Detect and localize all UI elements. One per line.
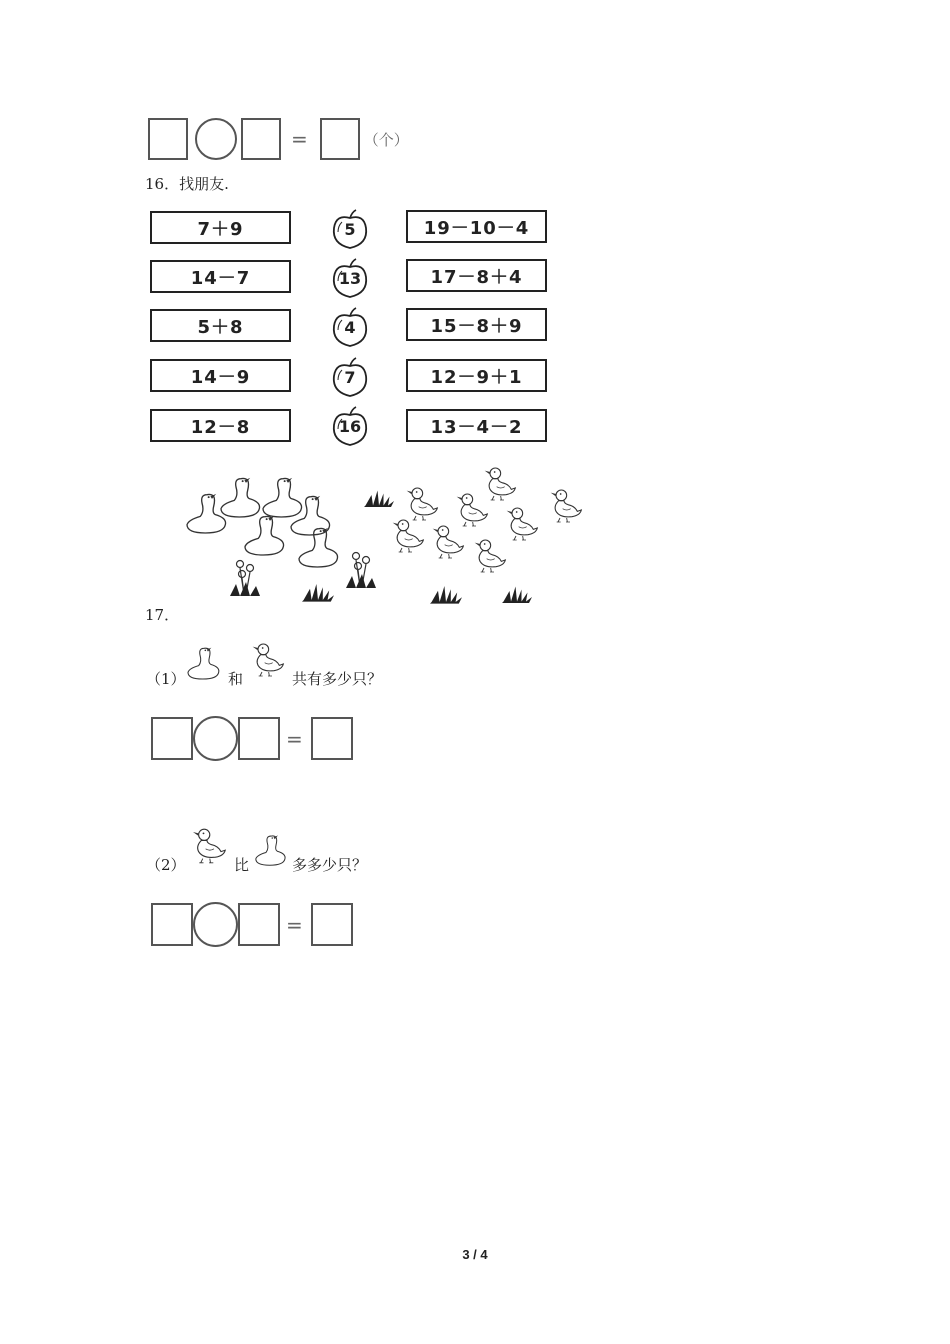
q17-number: 17． — [145, 606, 180, 624]
grass-icon — [502, 584, 532, 604]
left-expression-box[interactable]: 7＋9 — [150, 211, 291, 244]
goose-icon — [184, 642, 224, 684]
equals-sign: = — [286, 912, 303, 937]
answer-square[interactable] — [311, 717, 353, 760]
part1-prefix: （1） — [146, 670, 186, 688]
right-expression-box[interactable]: 17－8＋4 — [406, 259, 547, 292]
q16-title: 16．找朋友. — [145, 175, 229, 193]
right-expression-box[interactable]: 15－8＋9 — [406, 308, 547, 341]
answer-square[interactable] — [311, 903, 353, 946]
right-expression-box[interactable]: 13－4－2 — [406, 409, 547, 442]
equals-sign: = — [291, 127, 308, 151]
answer-square[interactable] — [320, 118, 360, 160]
apple-number: 16 — [338, 417, 362, 436]
equals-sign: = — [286, 726, 303, 751]
unit-label: （个） — [363, 130, 409, 149]
part2-prefix: （2） — [146, 856, 186, 874]
grass-icon — [302, 582, 334, 602]
duck-icon — [426, 522, 466, 562]
left-expression-box[interactable]: 14－9 — [150, 359, 291, 392]
q17-part1-line — [146, 640, 546, 690]
answer-square[interactable] — [151, 903, 193, 946]
apple-number: 5 — [344, 220, 356, 239]
duck-icon — [544, 486, 584, 526]
goose-icon — [294, 522, 344, 572]
apple-icon[interactable] — [330, 356, 374, 396]
q17-part2-line — [146, 824, 546, 874]
part2-connector: 比 — [234, 856, 250, 874]
duck-icon — [386, 516, 426, 556]
goose-icon — [240, 510, 290, 560]
answer-square[interactable] — [151, 717, 193, 760]
birds-illustration — [178, 460, 598, 610]
flower-icon — [346, 548, 376, 588]
page-number: 3 / 4 — [462, 1247, 488, 1262]
grass-icon — [430, 584, 462, 604]
answer-square[interactable] — [238, 717, 280, 760]
apple-icon[interactable] — [330, 257, 374, 297]
grass-icon — [364, 488, 394, 508]
apple-number: 13 — [338, 269, 362, 288]
part1-connector: 和 — [228, 670, 244, 688]
top-equation — [148, 118, 409, 160]
apple-icon[interactable] — [330, 208, 374, 248]
answer-square[interactable] — [238, 903, 280, 946]
apple-icon[interactable] — [330, 405, 374, 445]
goose-icon — [252, 830, 290, 870]
part2-equation — [151, 902, 353, 947]
apple-number: 7 — [344, 368, 356, 387]
apple-number: 4 — [344, 318, 356, 337]
part1-equation — [151, 716, 353, 761]
duck-icon — [246, 638, 286, 682]
operator-circle[interactable] — [193, 716, 238, 761]
answer-square[interactable] — [148, 118, 188, 160]
left-expression-box[interactable]: 14－7 — [150, 260, 291, 293]
left-expression-box[interactable]: 12－8 — [150, 409, 291, 442]
left-expression-box[interactable]: 5＋8 — [150, 309, 291, 342]
part1-question: 共有多少只？ — [292, 670, 383, 688]
operator-circle[interactable] — [195, 118, 237, 160]
apple-icon[interactable] — [330, 306, 374, 346]
flower-icon — [230, 556, 260, 596]
operator-circle[interactable] — [193, 902, 238, 947]
part2-question: 多多少只？ — [292, 856, 368, 874]
right-expression-box[interactable]: 12－9＋1 — [406, 359, 547, 392]
right-expression-box[interactable]: 19－10－4 — [406, 210, 547, 243]
answer-square[interactable] — [241, 118, 281, 160]
duck-icon — [186, 824, 228, 868]
duck-icon — [468, 536, 508, 576]
